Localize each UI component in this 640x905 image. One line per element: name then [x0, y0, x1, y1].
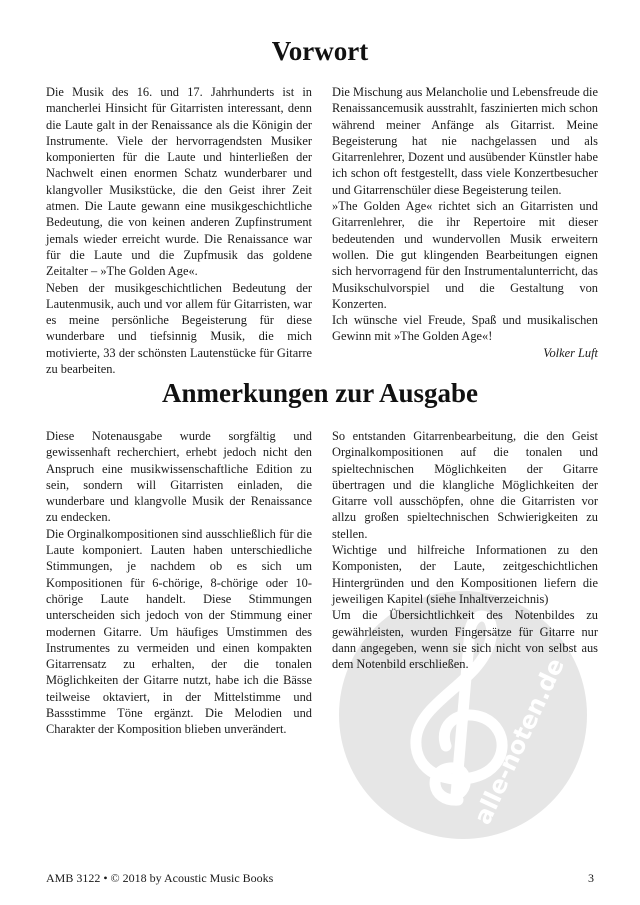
- anmerkungen-column-right: [332, 428, 598, 672]
- paragraph: Ich wünsche viel Freude, Spaß und musikalischen Gewinn mit »The Golden Age«!: [332, 313, 598, 344]
- watermark-text: alle-noten.de: [468, 653, 570, 829]
- page-footer: [46, 871, 594, 886]
- paragraph: Die Mischung aus Melancholie und Lebensfreude die Renaissancemusik ausstrahlt, faszinierten mich schon während meiner Anfänge als Gitarrist. Meine Begeisterung hat nie nachgelassen und als Gitarrenlehrer, Dozent und ausübender Künstler habe ich schon oft festgestellt, dass viele Konzertbesucher und Gitarrenschüler diese Begeisterung teilen.: [332, 85, 598, 197]
- vorwort-column-right: [332, 84, 598, 361]
- paragraph: Wichtige und hilfreiche Informationen zu den Komponisten, der Laute, zeitgeschichtlichen Hintergründen und den Kompositionen liefern die jeweiligen Kapitel (siehe Inhaltverzeichnis): [332, 543, 598, 606]
- anmerkungen-column-left: [46, 428, 312, 738]
- signature: Volker Luft: [543, 345, 598, 360]
- anmerkungen-title: Anmerkungen zur Ausgabe: [161, 378, 479, 408]
- vorwort-column-left: [46, 84, 312, 377]
- paragraph: Die Orginalkompositionen sind ausschließlich für die Laute komponiert. Lauten haben unterschiedliche Stimmungen, je nachdem ob es sich um Kompositionen für 6-chörige, 8-chörige oder 10-chörige Laute handelt. Diese Stimmungen unterscheiden sich jedoch von der Stimmung einer modernen Gitarre. Um häufiges Umstimmen des Instrumentes zu vermeiden und einen kompakten Gitarrensatz zu erhalten, der die tonalen Möglichkeiten der Gitarre nutzt, habe ich die Bässe teilweise oktaviert, in der Mittelstimme und Bassstimme Töne ergänzt. Die Melodien und Charakter der Komposition blieben unverändert.: [46, 526, 312, 737]
- paragraph: »The Golden Age« richtet sich an Gitarristen und Gitarrenlehrer, die ihr Repertoire mit dieser bedeutenden und wundervollen Musik erweitern wollen. Die gut klingenden Bearbeitungen eignen sich hervorragend für den Instrumentalunterricht, das Musikschulvorspiel und die Gestaltung von Konzerten.: [332, 199, 598, 311]
- page-number: 3: [588, 871, 594, 885]
- paragraph: Die Musik des 16. und 17. Jahrhunderts ist in mancherlei Hinsicht für Gitarristen interessant, denn die Laute galt in der Renaissance als die Königin der Instrumente. Viele der hervorragendsten Musiker komponierten für die Laute und hinterließen der Nachwelt einen enormen Schatz wunderbarer und klangvoller Musikstücke, die den Geist ihrer Zeit atmen. Die Laute gewann eine musikgeschichtliche Bedeutung, die von keinen anderen Zupfinstrument jemals wieder erreicht wurde. Die Renaissance war für die Laute und die Zupfmusik das goldene Zeitalter – »The Golden Age«.: [46, 85, 312, 279]
- paragraph: Neben der musikgeschichtlichen Bedeutung der Lautenmusik, auch und vor allem für Gitarristen, war es meine persönliche Begeisterung für diese wunderbare und tiefsinnig Musik, die mich motivierte, 33 der schönsten Lautenstücke für Gitarre zu bearbeiten.: [46, 280, 312, 377]
- vorwort-title: Vorwort: [271, 36, 369, 66]
- footer-copyright: AMB 3122 • © 2018 by Acoustic Music Books: [46, 871, 274, 885]
- paragraph: So entstanden Gitarrenbearbeitung, die den Geist Orginalkompositionen auf die tonalen und spieltechnischen Möglichkeiten der Gitarre übertragen und die klangliche Möglichkeiten der Gitarre voll ausschöpfen, ohne die Gitarristen vor allzu großen spieltechnischen Schwierigkeiten zu stellen.: [332, 429, 598, 541]
- paragraph: Um die Übersichtlichkeit des Notenbildes zu gewährleisten, wurden Fingersätze für Gitarre nur dann angegeben, wenn sie sich nicht von selbst aus dem Notenbild erschließen.: [332, 608, 598, 672]
- paragraph: Diese Notenausgabe wurde sorgfältig und gewissenhaft recherchiert, erhebt jedoch nicht den Anspruch eine musikwissenschaftliche Edition zu sein, sondern will Gitarristen einladen, die wunderbare und klangvolle Musik der Renaissance zu endecken.: [46, 429, 312, 525]
